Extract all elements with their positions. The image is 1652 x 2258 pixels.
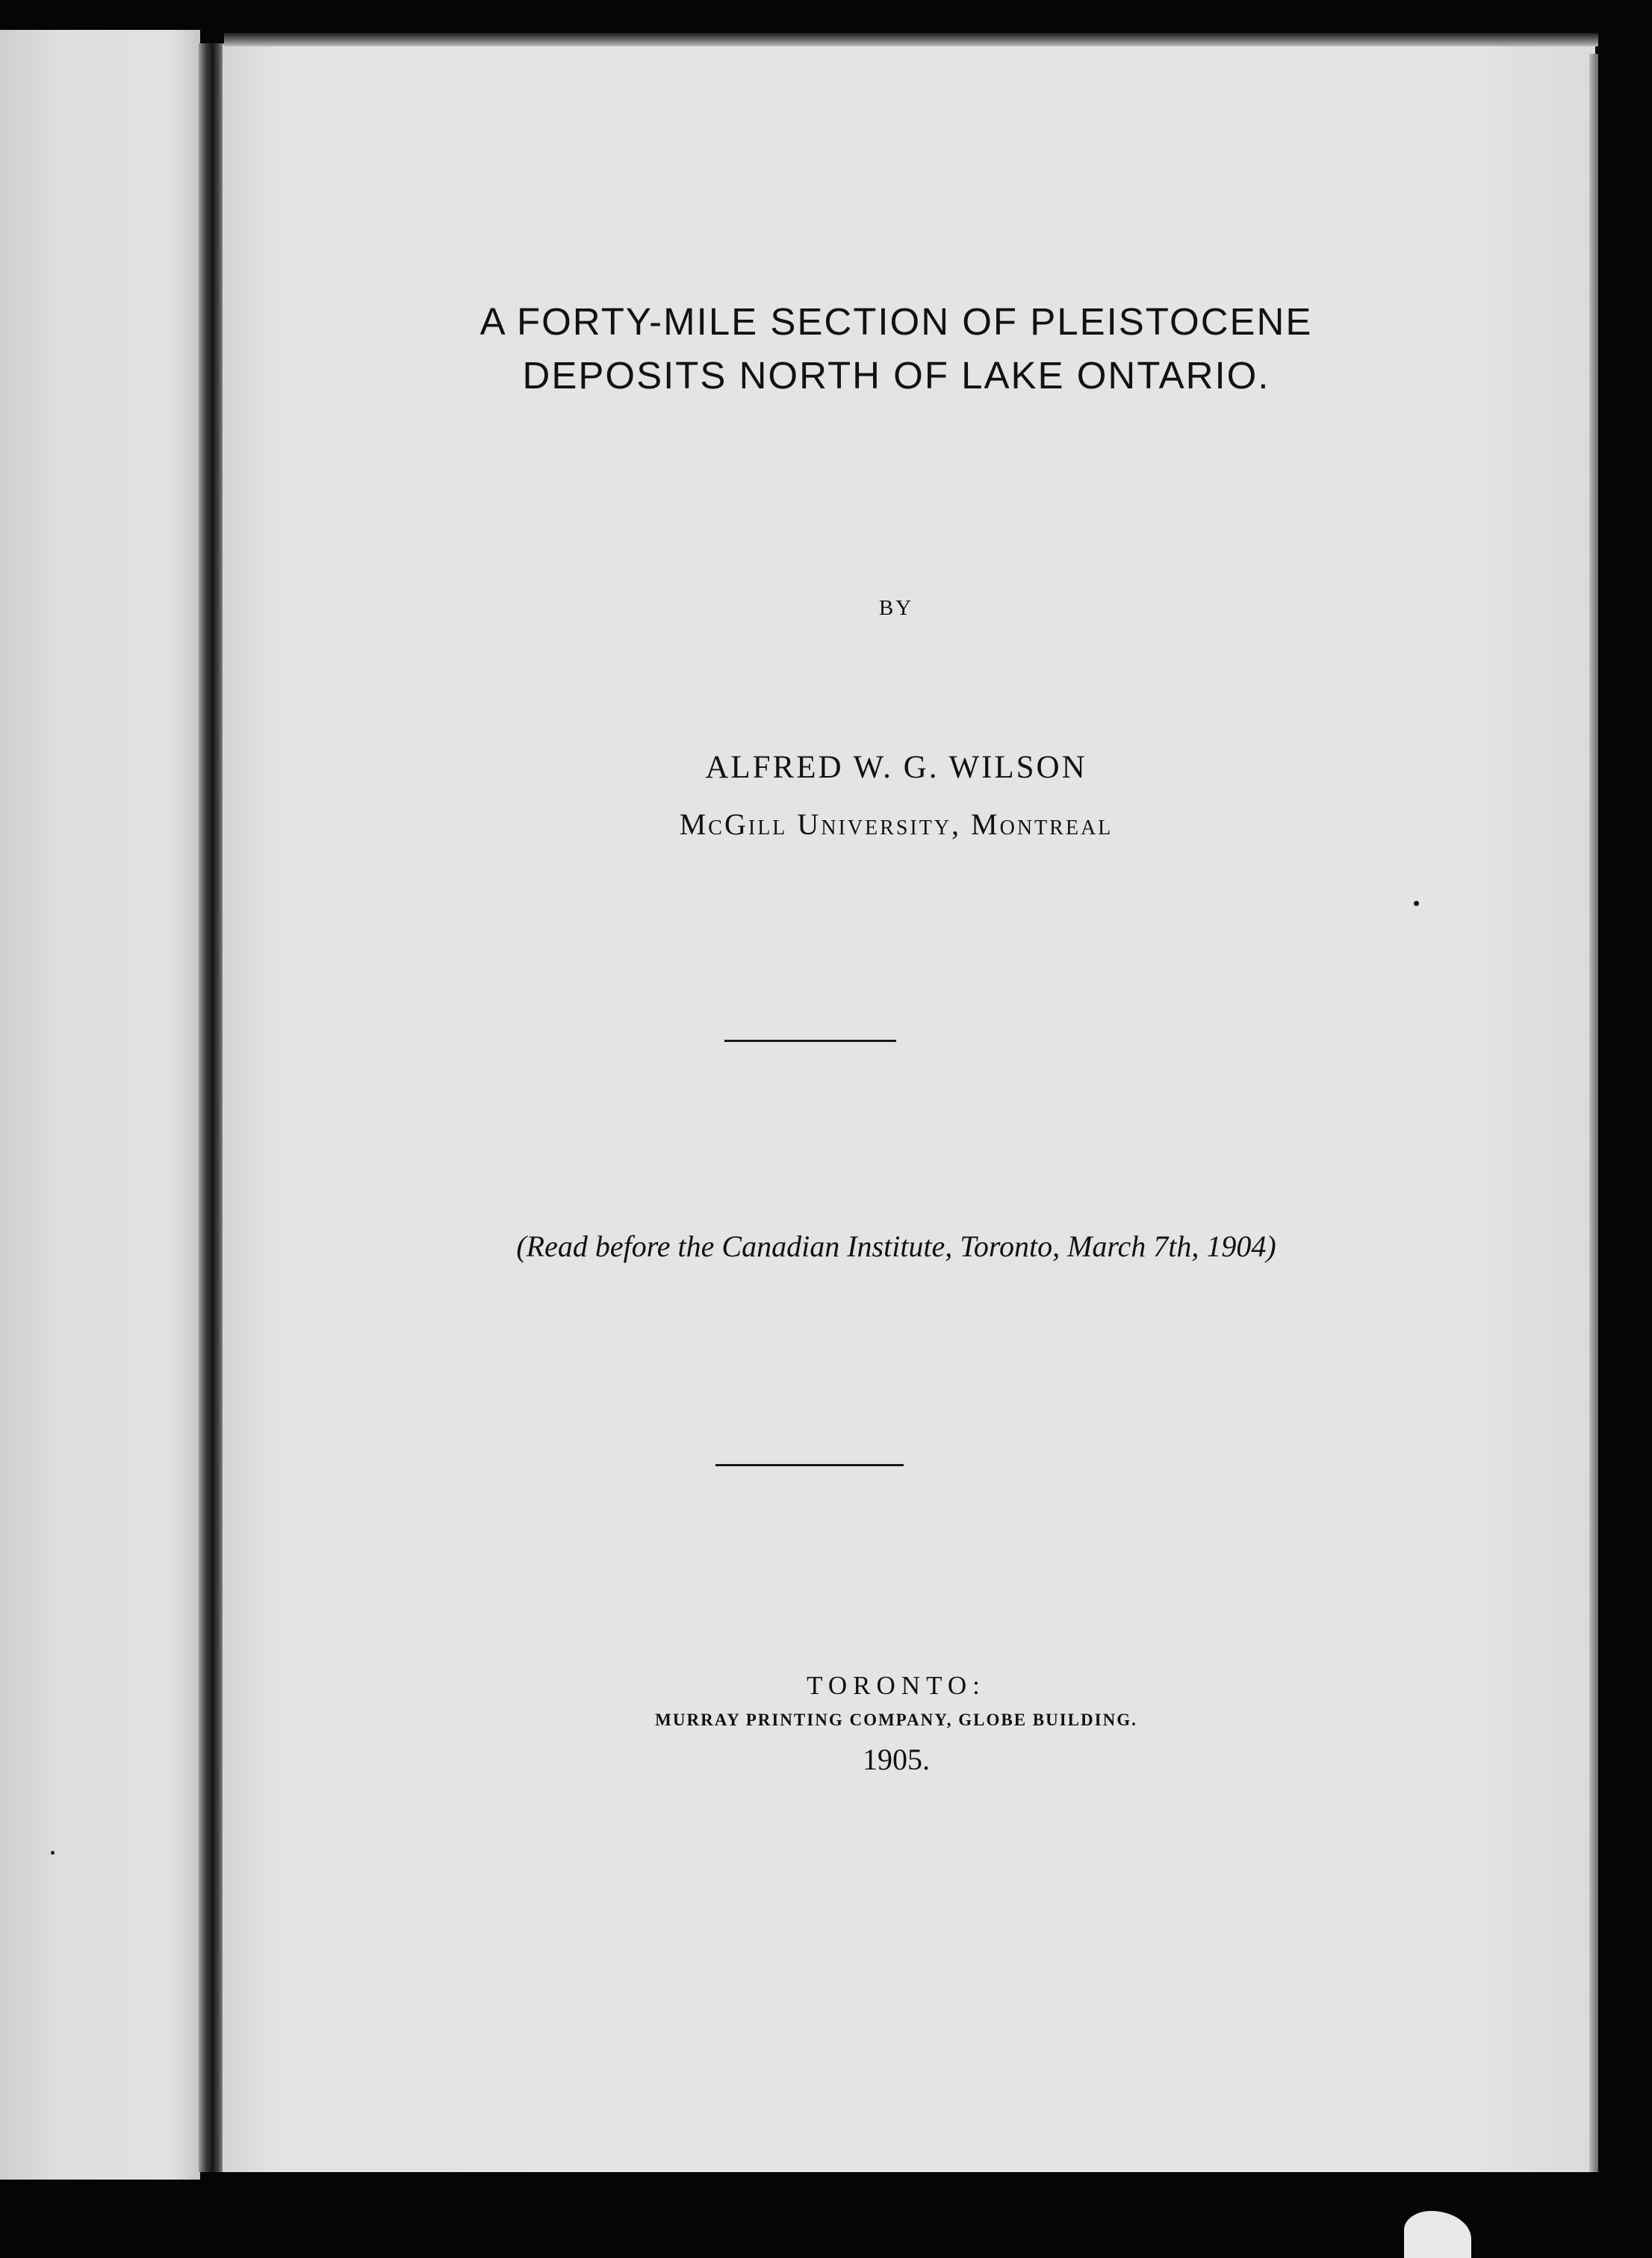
imprint-city: TORONTO: bbox=[807, 1671, 986, 1700]
title-line-2: DEPOSITS NORTH OF LAKE ONTARIO. bbox=[522, 354, 1270, 397]
author-affiliation: McGill University, Montreal bbox=[679, 807, 1114, 841]
presentation-note: (Read before the Canadian Institute, Toronto, March 7th, 1904) bbox=[516, 1229, 1276, 1263]
divider-rule-bottom bbox=[715, 1464, 904, 1466]
scan-corner-artifact bbox=[1404, 2211, 1471, 2258]
author-name: ALFRED W. G. WILSON bbox=[705, 750, 1087, 785]
ink-speck bbox=[1414, 901, 1419, 906]
page-right-edge bbox=[1589, 54, 1598, 2172]
divider-rule-top bbox=[724, 1040, 896, 1042]
book-gutter bbox=[199, 43, 224, 2172]
ink-speck bbox=[51, 1851, 55, 1855]
document-title bbox=[284, 295, 1509, 403]
byline-label: BY bbox=[878, 596, 914, 620]
facing-page bbox=[0, 30, 200, 2180]
imprint-year: 1905. bbox=[863, 1743, 930, 1776]
page-top-edge bbox=[224, 33, 1598, 46]
title-line-1: A FORTY-MILE SECTION OF PLEISTOCENE bbox=[479, 300, 1313, 343]
imprint-printer: MURRAY PRINTING COMPANY, GLOBE BUILDING. bbox=[655, 1710, 1137, 1729]
